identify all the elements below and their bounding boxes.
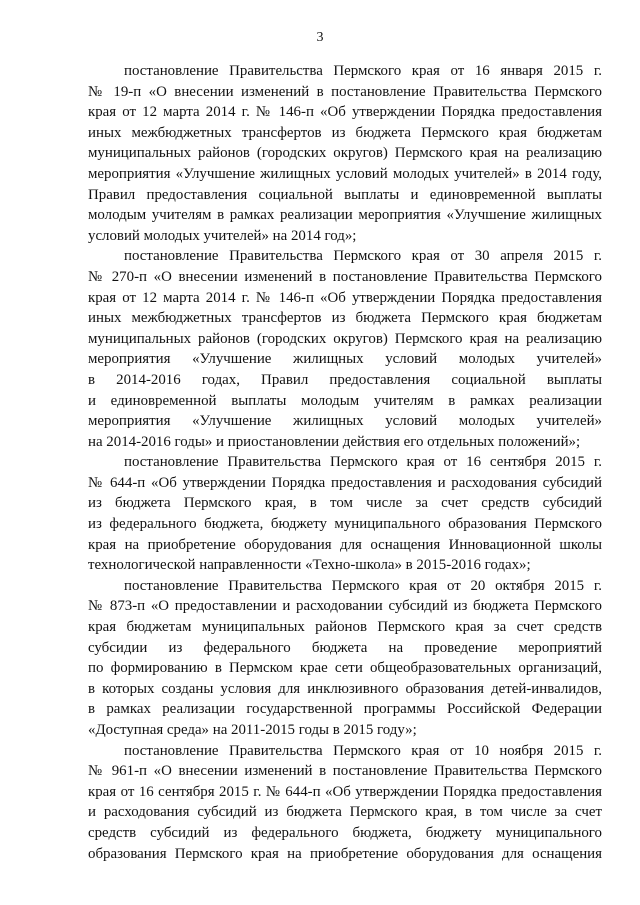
text-line: образования Пермского края на приобретение оборудования для оснащения: [88, 845, 602, 862]
text-line: иных межбюджетных трансфертов из бюджета Пермского края бюджетам: [88, 124, 602, 141]
text-line: постановление Правительства Пермского края от 30 апреля 2015 г.: [124, 248, 602, 265]
text-line: № 270-п «О внесении изменений в постановление Правительства Пермского: [88, 268, 602, 285]
text-line: мероприятия «Улучшение жилищных условий молодых учителей»: [88, 413, 602, 430]
text-line: муниципальных районов (городских округов) Пермского края на реализацию: [88, 330, 602, 347]
text-line: условий молодых учителей» на 2014 год»;: [88, 227, 357, 244]
text-line: № 873-п «О предоставлении и расходовании субсидий из бюджета Пермского: [88, 598, 602, 615]
text-line: мероприятия «Улучшение жилищных условий молодых учителей» в 2014 году,: [88, 165, 602, 182]
text-line: из федерального бюджета, бюджету муниципального образования Пермского: [88, 516, 602, 533]
text-line: муниципальных районов (городских округов) Пермского края на реализацию: [88, 145, 602, 162]
text-line: и единовременной выплаты молодым учителям в рамках реализации: [88, 392, 602, 409]
text-line: в рамках реализации государственной программы Российской Федерации: [88, 701, 602, 718]
text-line: технологической направленности «Техно-школа» в 2015-2016 годах»;: [88, 557, 531, 574]
paragraph: [88, 246, 602, 452]
text-line: субсидии из федерального бюджета на проведение мероприятий: [88, 639, 602, 656]
text-line: молодым учителям в рамках реализации мероприятия «Улучшение жилищных: [88, 207, 602, 224]
text-line: постановление Правительства Пермского края от 16 сентября 2015 г.: [124, 454, 602, 471]
text-line: края от 12 марта 2014 г. № 146-п «Об утверждении Порядка предоставления: [88, 104, 602, 121]
text-line: средств субсидий из федерального бюджета, бюджету муниципального: [88, 824, 602, 841]
paragraph: [88, 741, 602, 865]
text-line: из бюджета Пермского края, в том числе за счет средств субсидий: [88, 495, 602, 512]
text-line: края от 16 сентября 2015 г. № 644-п «Об утверждении Порядка предоставления: [88, 783, 602, 800]
text-line: № 961-п «О внесении изменений в постановление Правительства Пермского: [88, 763, 602, 780]
text-line: мероприятия «Улучшение жилищных условий молодых учителей»: [88, 351, 602, 368]
text-line: в которых созданы условия для инклюзивного образования детей-инвалидов,: [88, 680, 602, 697]
text-line: на 2014-2016 годы» и приостановлении действия его отдельных положений»;: [88, 433, 581, 450]
text-line: и расходования субсидий из бюджета Пермского края, в том числе за счет: [88, 804, 602, 821]
text-line: Правил предоставления социальной выплаты и единовременной выплаты: [88, 186, 602, 203]
text-line: № 644-п «Об утверждении Порядка предоставления и расходования субсидий: [88, 474, 602, 491]
text-line: края бюджетам муниципальных районов Пермского края за счет средств: [88, 619, 602, 636]
paragraph: [88, 61, 602, 246]
text-line: по формированию в Пермском крае сети общеобразовательных организаций,: [88, 660, 602, 677]
text-line: края от 12 марта 2014 г. № 146-п «Об утверждении Порядка предоставления: [88, 289, 602, 306]
text-line: постановление Правительства Пермского края от 20 октября 2015 г.: [124, 577, 602, 594]
paragraph: [88, 576, 602, 741]
text-line: № 19-п «О внесении изменений в постановление Правительства Пермского: [88, 83, 602, 100]
page-number: 3: [316, 30, 324, 45]
text-line: иных межбюджетных трансфертов из бюджета Пермского края бюджетам: [88, 310, 602, 327]
paragraph: [88, 452, 602, 576]
text-line: в 2014-2016 годах, Правил предоставления социальной выплаты: [88, 371, 602, 388]
text-line: постановление Правительства Пермского края от 16 января 2015 г.: [124, 63, 602, 79]
text-line: края на приобретение оборудования для оснащения Инновационной школы: [88, 536, 602, 553]
document-body: [88, 61, 602, 864]
text-line: постановление Правительства Пермского края от 10 ноября 2015 г.: [124, 742, 602, 759]
text-line: «Доступная среда» на 2011-2015 годы в 2015 году»;: [88, 722, 417, 738]
